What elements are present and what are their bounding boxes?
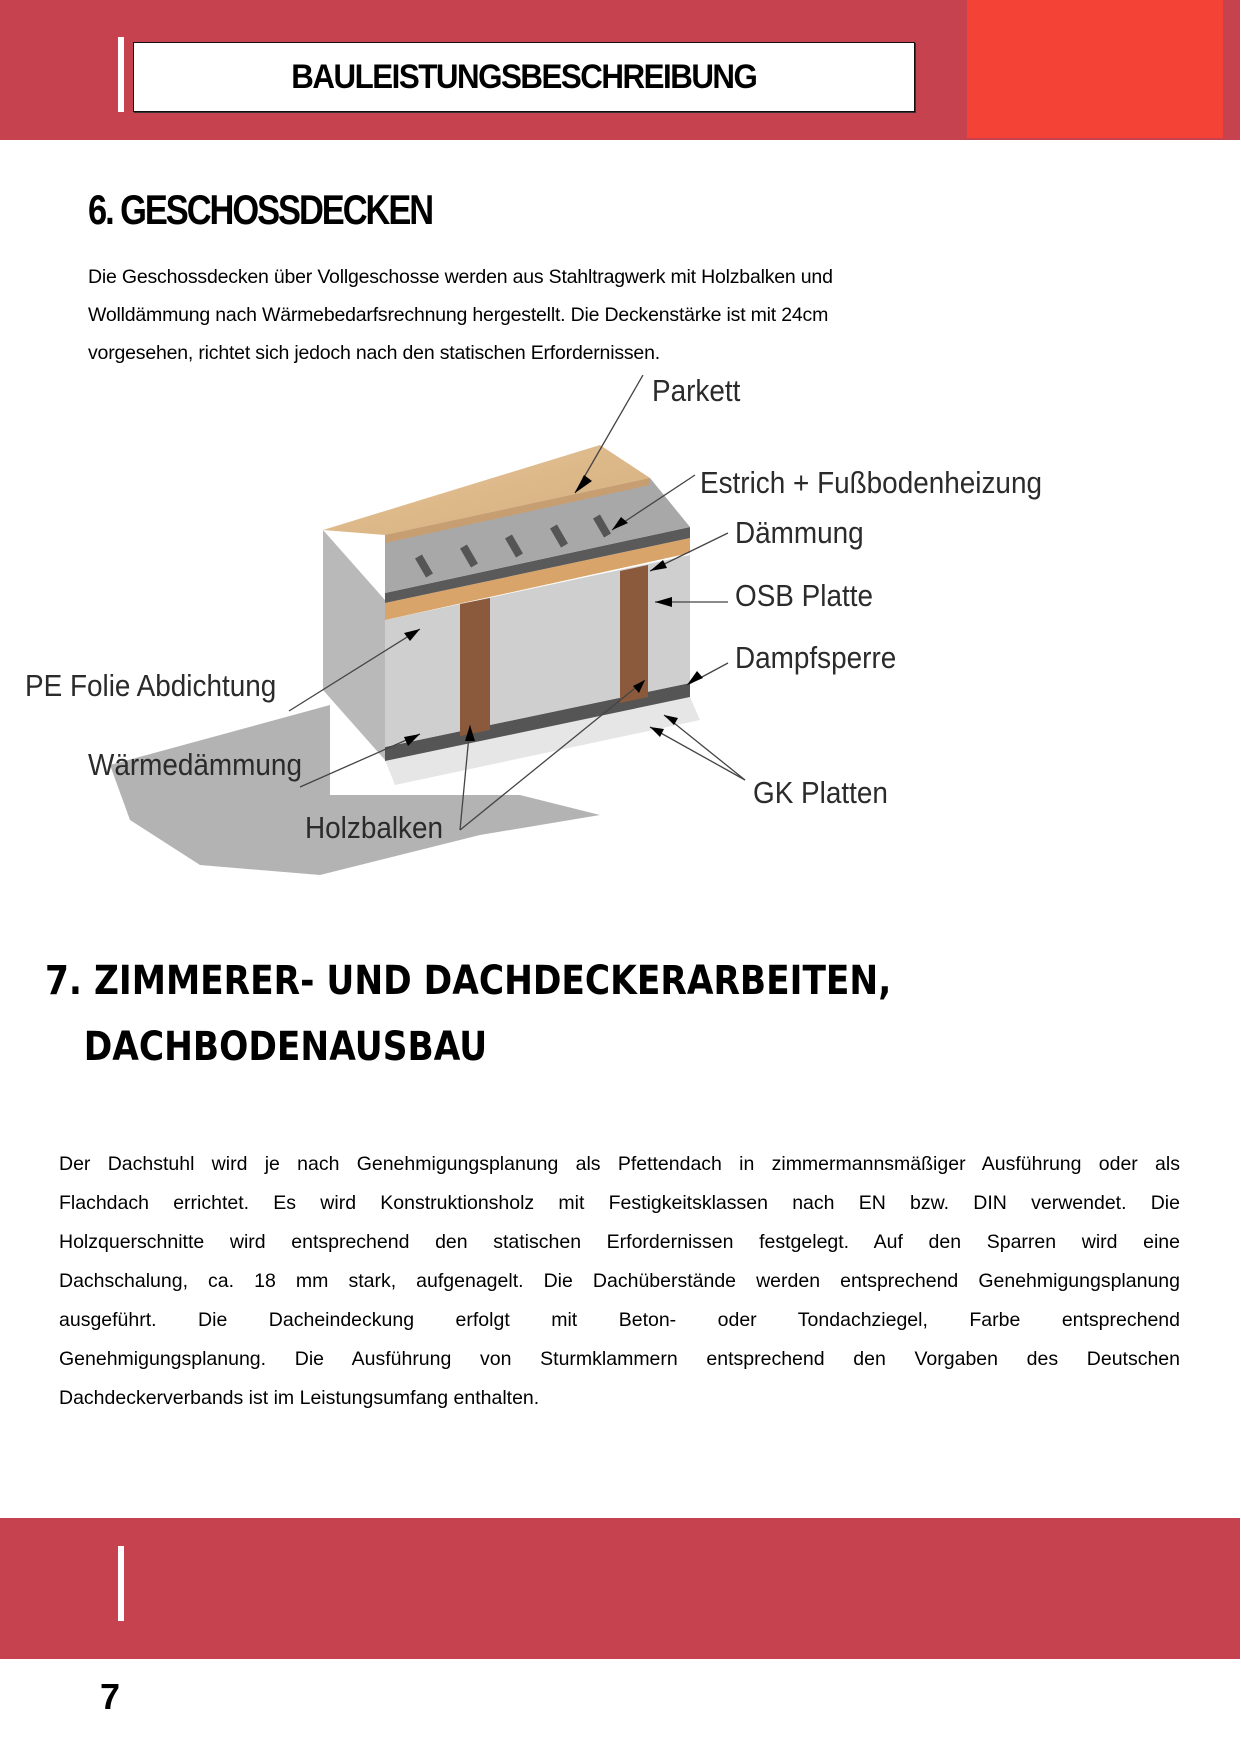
label-holzbalken: Holzbalken xyxy=(305,810,444,845)
holzbalken xyxy=(460,598,490,736)
paragraph-line: Dachdeckerverbands ist im Leistungsumfang enthalten. xyxy=(59,1387,540,1409)
paragraph-line: Wolldämmung nach Wärmebedarfsrechnung hergestellt. Die Deckenstärke ist mit 24cm xyxy=(88,304,829,326)
label-parkett: Parkett xyxy=(652,373,741,408)
paragraph-line: Flachdach errichtet. Es wird Konstruktionsholz mit Festigkeitsklassen nach EN bzw. DIN verwendet. Die xyxy=(59,1192,1180,1214)
label-daemmung: Dämmung xyxy=(735,515,864,550)
label-estrich: Estrich + Fußbodenheizung xyxy=(700,465,1042,500)
paragraph-line: Der Dachstuhl wird je nach Genehmigungsplanung als Pfettendach in zimmermannsmäßiger Ausführung oder als xyxy=(59,1153,1180,1175)
footer-divider-bar xyxy=(118,1546,124,1621)
section-7-heading xyxy=(45,952,891,1076)
paragraph-line: Genehmigungsplanung. Die Ausführung von Sturmklammern entsprechend den Vorgaben des Deutschen xyxy=(59,1348,1180,1370)
footer-band xyxy=(0,1518,1240,1659)
label-pe-folie: PE Folie Abdichtung xyxy=(25,668,277,703)
heading-line: DACHBODENAUSBAU xyxy=(83,1024,488,1070)
page-number: 7 xyxy=(100,1676,121,1717)
label-osb-platte: OSB Platte xyxy=(735,578,874,613)
floor-layers-illustration xyxy=(0,375,1100,895)
paragraph-line: Die Geschossdecken über Vollgeschosse werden aus Stahltragwerk mit Holzbalken und xyxy=(88,266,833,288)
side-face xyxy=(323,530,385,760)
section-6-heading: 6. GESCHOSSDECKEN xyxy=(88,186,433,233)
label-gk-platten: GK Platten xyxy=(753,775,888,810)
heading-line: 7. ZIMMERER- UND DACHDECKERARBEITEN, xyxy=(45,958,892,1004)
paragraph-line: ausgeführt. Die Dacheindeckung erfolgt mit Beton- oder Tondachziegel, Farbe entsprechend xyxy=(59,1309,1180,1331)
header-title-box xyxy=(133,42,915,112)
document-title: BAULEISTUNGSBESCHREIBUNG xyxy=(291,57,757,96)
paragraph-line: vorgesehen, richtet sich jedoch nach den statischen Erfordernissen. xyxy=(88,342,660,364)
header-accent-block xyxy=(967,0,1223,138)
label-waermedaemmung: Wärmedämmung xyxy=(88,747,302,782)
floor-construction-diagram xyxy=(0,375,1100,895)
header-divider-bar xyxy=(118,37,124,112)
section-7-paragraph xyxy=(59,1145,1180,1418)
section-6-paragraph xyxy=(88,258,833,372)
label-dampfsperre: Dampfsperre xyxy=(735,640,897,675)
paragraph-line: Holzquerschnitte wird entsprechend den statischen Erfordernissen festgelegt. Auf den Sparren wird eine xyxy=(59,1231,1180,1253)
paragraph-line: Dachschalung, ca. 18 mm stark, aufgenagelt. Die Dachüberstände werden entsprechend Genehmigungsplanung xyxy=(59,1270,1180,1292)
